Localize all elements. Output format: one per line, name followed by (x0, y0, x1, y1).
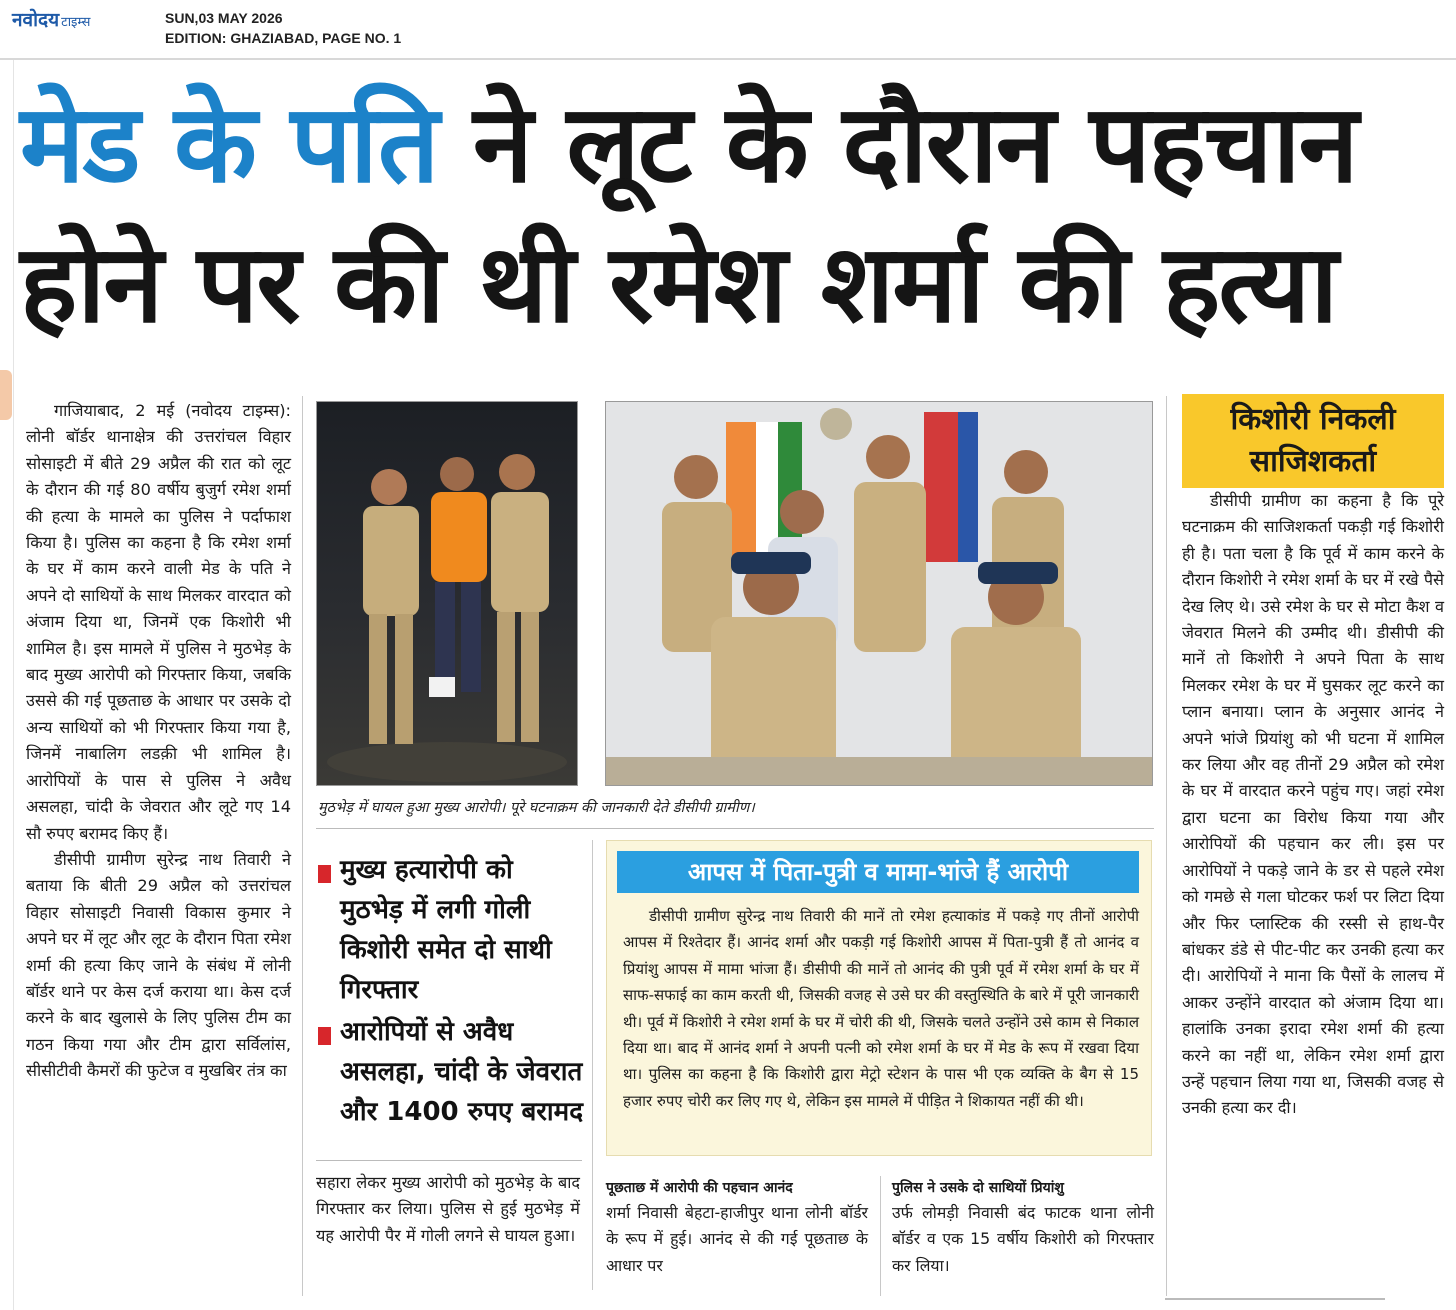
edition-info: EDITION: GHAZIABAD, PAGE NO. 1 (165, 30, 402, 46)
masthead-divider (0, 58, 1456, 60)
headline-line-1 (20, 82, 1450, 208)
sidebar-text: डीसीपी ग्रामीण का कहना है कि पूरे घटनाक्रम की साजिशकर्ता पकड़ी गई किशोरी ही है। पता चला है कि पूर्व में काम करने के दौरान किशोरी ने रमेश शर्मा के घर में रखे पैसे देख लिए थे। उसे रमेश के घर से मोटा कैश व जेवरात मिलने की उम्मीद थी। डीसीपी की मानें तो किशोरी ने अपने पिता के साथ मिलकर रमेश के घर में घुसकर लूट करने का प्लान बनाया। प्लान के अनुसार आनंद ने अपने भांजे प्रियांशु को भी घटना में शामिल कर लिया और वह तीनों 29 अप्रैल को रमेश के घर में वारदात करने पहुंच गए। जहां रमेश द्वारा घटना का विरोध किया गया और आरोपियों की पहचान कर ली। इस पर आरोपियों ने पकड़े जाने के डर से पहले रमेश को गमछे से गला घोटकर फर्श पर लिटा दिया और फिर प्लास्टिक की रस्सी से हाथ-पैर बांधकर डंडे से पीट-पीट कर उनकी हत्या कर दी। आरोपियों ने माना कि पैसों के लालच में आकर उन्होंने वारदात को अंजाम दिया था। हालांकि उनका इरादा रमेश शर्मा की हत्या करने का नहीं था, लेकिन रमेश शर्मा द्वारा उन्हें पहचान लिया गया था, जिसकी वजह से उनकी हत्या कर दी। (1182, 491, 1444, 1118)
headline-highlight: मेड के पति (20, 82, 438, 207)
column-divider (302, 396, 303, 1296)
highlight-divider (316, 1160, 582, 1161)
page-edge-tab (0, 370, 12, 420)
article-paragraph: डीसीपी ग्रामीण सुरेन्द्र नाथ तिवारी ने बताया कि बीती 29 अप्रैल को उत्तरांचल विहार सोसाइटी निवासी विकास कुमार ने अपने घर में लूट और लूट के दौरान पिता रमेश शर्मा की हत्या किए जाने के संबंध में लोनी बॉर्डर थाने पर केस दर्ज कराया था। केस दर्ज करने के बाद खुलासे के लिए पुलिस टीम का गठन किया गया और टीम द्वारा सर्विलांस, सीसीटीवी कैमरों की फुटेज व मुखबिर तंत्र का (26, 849, 291, 1081)
highlight-text: मुख्य हत्यारोपी को मुठभेड़ में लगी गोली किशोरी समेत दो साथी गिरफ्तार (340, 855, 552, 1005)
sidebar-heading-line-2: साजिशकर्ता (1249, 444, 1377, 479)
page-left-edge (0, 60, 14, 1310)
red-square-icon (318, 1027, 331, 1045)
masthead (0, 0, 1456, 58)
headline-line-1-rest: ने लूट के दौरान पहचान (437, 82, 1357, 207)
subsection-heading: पूछताछ में आरोपी की पहचान आनंद (606, 1180, 793, 1196)
caption-divider (316, 828, 1154, 829)
press-conference-illustration (606, 402, 1153, 786)
page-headline (20, 82, 1450, 348)
edition-meta (165, 8, 401, 48)
encounter-photo-illustration (317, 402, 578, 786)
logo-main: नवोदय (12, 9, 60, 31)
article-continued: सहारा लेकर मुख्य आरोपी को मुठभेड़ के बाद गिरफ्तार कर लिया। पुलिस से हुई मुठभेड़ में यह आरोपी पैर में गोली लगने से घायल हुआ। (316, 1173, 580, 1245)
sidebar-heading-line-1: किशोरी निकली (1230, 402, 1396, 437)
article-paragraph: गाजियाबाद, 2 मई (नवोदय टाइम्स): लोनी बॉर्डर थानाक्षेत्र की उत्तरांचल विहार सोसाइटी में बीते 29 अप्रैल की रात को लूट के दौरान की गई 80 वर्षीय बुजुर्ग रमेश शर्मा की हत्या के मामले का पुलिस ने पर्दाफाश किया है। पुलिस का कहना है कि रमेश शर्मा के घर में काम करने वाली मेड के पति ने अपने दो साथियों के साथ मिलकर वारदात को अंजाम दिया था, जिनमें एक किशोरी भी शामिल है। इस मामले में पुलिस ने मुठभेड़ के बाद मुख्य आरोपी को गिरफ्तार किया, जबकि उससे की गई पूछताछ के आधार पर उसके दो अन्य साथियों को भी गिरफ्तार किया गया है, जिनमें नाबालिग लडक़ी भी शामिल है। आरोपियों के पास से पुलिस ने अवैध असलहा, चांदी के जेवरात और लूटे गए 14 सौ रुपए बरामद किए हैं। (26, 401, 291, 843)
subsection-text: उर्फ लोमड़ी निवासी बंद फाटक थाना लोनी बॉर्डर व एक 15 वर्षीय किशोरी को गिरफ्तार कर लिया। (892, 1203, 1154, 1275)
sidebar-end-rule (1165, 1298, 1385, 1308)
highlights-list (316, 850, 584, 1132)
relations-box (606, 840, 1152, 1156)
column-divider (1166, 396, 1167, 1296)
highlight-item (316, 1012, 584, 1132)
column-divider (880, 1176, 881, 1296)
highlight-text: आरोपियों से अवैध असलहा, चांदी के जेवरात और 1400 रुपए बरामद (340, 1017, 584, 1127)
red-square-icon (318, 865, 331, 883)
encounter-photo (316, 401, 578, 786)
highlight-item (316, 850, 584, 1010)
press-conference-photo (605, 401, 1153, 786)
headline-line-2: होने पर की थी रमेश शर्मा की हत्या (20, 222, 1337, 347)
relations-box-title: आपस में पिता-पुत्री व मामा-भांजे हैं आरोपी (617, 851, 1139, 893)
logo-sub: टाइम्स (61, 15, 91, 30)
article-column-3a (606, 1176, 868, 1279)
newspaper-logo (12, 6, 90, 34)
subsection-heading: पुलिस ने उसके दो साथियों प्रियांशु (892, 1180, 1064, 1196)
relations-box-body (623, 903, 1139, 1114)
article-column-3b (892, 1176, 1154, 1279)
issue-date: SUN,03 MAY 2026 (165, 10, 283, 26)
relations-box-text: डीसीपी ग्रामीण सुरेन्द्र नाथ तिवारी की मानें तो रमेश हत्याकांड में पकड़े गए तीनों आरोपी आपस में रिश्तेदार हैं। आनंद शर्मा और पकड़ी गई किशोरी आपस में पिता-पुत्री हैं तो आनंद व प्रियांशु आपस में मामा भांजा हैं। डीसीपी की मानें तो आनंद की पुत्री पूर्व में रमेश शर्मा के घर में साफ-सफाई का काम करती थी, जिसकी वजह से उसे घर की वस्तुस्थिति के बारे में पूरी जानकारी थी। पूर्व में किशोरी ने रमेश शर्मा के घर में चोरी की थी, जिसके चलते उन्होंने उसे काम से निकाल दिया था। बाद में आनंद शर्मा ने अपनी पत्नी को रमेश शर्मा के घर में मेड के रूप में रखवा दिया था। पुलिस का कहना है कि किशोरी द्वारा मेट्रो स्टेशन के पास भी एक व्यक्ति के बैग से 15 हजार रुपए चोरी कर लिए गए थे, लेकिन इस मामले में पीड़ित ने शिकायत नहीं की थी। (623, 907, 1139, 1110)
subsection-text: शर्मा निवासी बेहटा-हाजीपुर थाना लोनी बॉर्डर के रूप में हुई। आनंद से की गई पूछताछ के आधार पर (606, 1203, 868, 1275)
article-column-1 (26, 398, 291, 1085)
column-divider (592, 840, 593, 1290)
sidebar-article (1182, 488, 1444, 1122)
sidebar-heading (1182, 394, 1444, 488)
photo-caption: मुठभेड़ में घायल हुआ मुख्य आरोपी। पूरे घटनाक्रम की जानकारी देते डीसीपी ग्रामीण। (318, 800, 755, 816)
